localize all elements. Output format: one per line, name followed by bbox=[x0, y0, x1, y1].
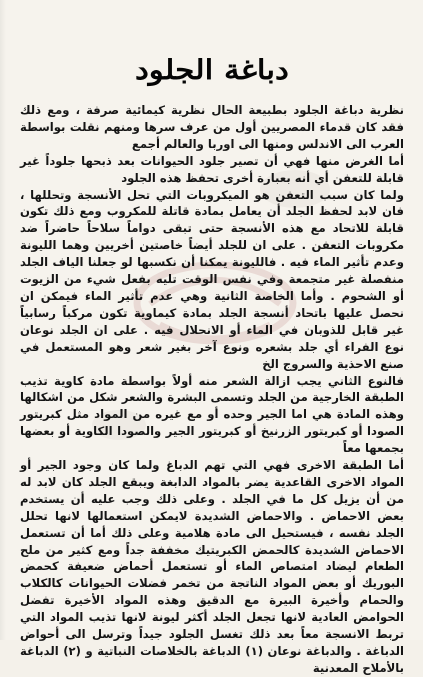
page-edge-shadow bbox=[0, 0, 6, 640]
document-body bbox=[20, 102, 404, 675]
paragraph-purpose: أما الغرض منها فهي أن تصير جلود الحيوانات بعد ذبحها جلوداً غير قابلة للتعفن أي أنه بعبارة أخرى تحفظ هذه الجلود bbox=[20, 153, 404, 185]
paragraph-intro: نظرية دباغة الجلود بطبيعة الحال نظرية كيمائية صرفة ، ومع ذلك فقد كان قدماء المصريين أول من عرف سرها ومنهم نقلت بواسطة العرب الى الاندلس ومنها الى اوربا والعالم أجمع bbox=[20, 103, 404, 151]
paragraph-hair-removal: فالنوع الثاني يجب ازالة الشعر منه أولاً بواسطة مادة كاوية تذيب الطبقة الخارجية من الجلد وتسمى البشرة والشعر شكل من اشكالها وهذه المادة هي اما الجير وحده أو مع غيره من المواد مثل كبريتور الصودا أو كبريتور الزرنيخ أو كبريتور الجير والصودا الكاوية أو بعضها بجمعها معاً bbox=[20, 373, 404, 456]
paragraph-preservation: ولما كان سبب التعفن هو الميكروبات التي تحل الأنسجة وتحللها ، فان لابد لحفظ الجلد أن يعامل بمادة قاتلة للمكروب ومع ذلك تكون قابلة للاتحاد مع هذه الأنسجة حتى تبقى دواماً سلاحاً حاضراً ضد مكروبات التعفن . على ان للجلد أيضاً خاصتين أخريين وهما الليونة وعدم تأثير الماء فيه . فالليونة يمكنا أن نكسبها لو جعلنا الياف الجلد منفصلة غير متجمعة وفي نفس الوقت تليه بفعل شيء من الزيوت أو الشحوم . وأما الخاصة الثانية وهي عدم تأثير الماء فيمكن ان نحصل عليها باتحاد أنسجة الجلد بمادة كيماوية تكون مركباً رسابياً غير قابل للذوبان في الماء أو الانحلال فيه . على ان الجلد نوعان نوع الفراء أي جلد بشعره ونوع آخر بغير شعر وهو المستعمل في صنع الاحذية والسروج الخ bbox=[20, 187, 404, 371]
paragraph-acid-treatment: أما الطبقة الاخرى فهي التي تهم الدباغ ولما كان وجود الجير أو المواد الاخرى القاعدية يضر بالمواد الدابغة ويبقع الجلد كان لابد له من أن يزيل كل ما في الجلد . وعلى ذلك وجب عليه أن يستخدم بعض الاحماض . والاحماض الشديدة لايمكن استعمالها لانها تحلل الجلد نفسه ، فيستحيل الى مادة هلامية وعلى ذلك أما أن تستعمل الاحماض الشديدة كالحمض الكبريتيك مخففة جداً ومع كثير من ملح الطعام ليضاد امتصاص الماء أو تستعمل أحماض ضعيفة كحمض البوريك أو بعض المواد الناتجة من تخمر فضلات الحيوانات كالكلاب والحمام وأخيرة البيرة مع الدقيق وهذه المواد الأخيرة تفضل الحوامض العادية لانها تجعل الجلد أكثر ليونة لانها تذيب المواد التي تربط الانسجة معاً بعد ذلك تغسل الجلود جيداً وترسل الى أحواض الدباغة . والدباغة نوعان (١) الدباغة بالخلاصات النباتية و (٢) الدباغة بالأملاح المعدنية bbox=[20, 458, 404, 675]
document-title: دباغة الجلود bbox=[134, 55, 289, 86]
document-title-wrap bbox=[0, 56, 423, 86]
